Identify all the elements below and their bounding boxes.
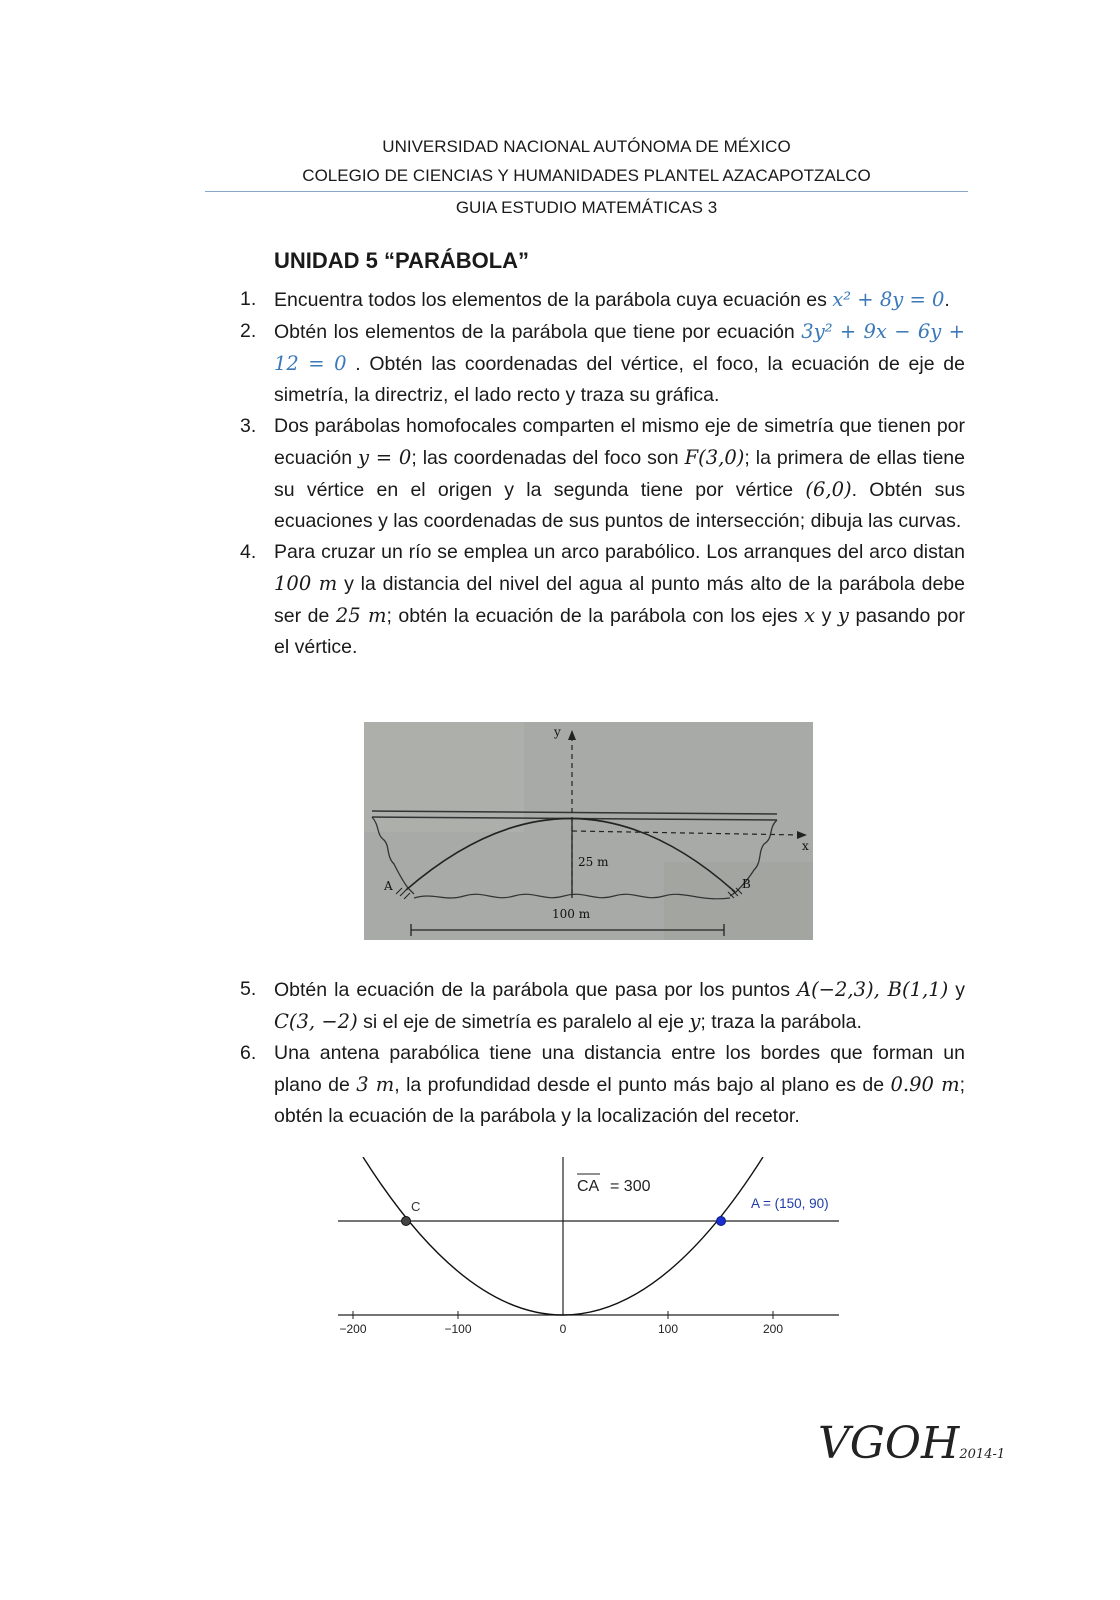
problem-text: Dos parábolas homofocales comparten el mismo eje de simetría que tienen por ecuación y = 0; las coordenadas del foco son F(3,0); la primera de ellas tiene su vértice en el origen y la segunda tiene por vértice (6,0). Obtén sus ecuaciones y las coordenadas de sus puntos de intersección; dibuja las curvas. bbox=[274, 415, 965, 532]
tick-label: 200 bbox=[762, 1322, 784, 1336]
problem-text: Encuentra todos los elementos de la parábola cuya ecuación es x² + 8y = 0. bbox=[274, 288, 950, 311]
problem-list bbox=[240, 284, 965, 663]
height-label: 25 m bbox=[578, 855, 609, 869]
problem-number: 4. bbox=[240, 541, 257, 563]
author-signature bbox=[818, 1418, 1005, 1469]
signature-initials: VGOH bbox=[818, 1418, 960, 1469]
segment-value: = 300 bbox=[610, 1178, 651, 1195]
tick-label: 100 bbox=[657, 1322, 679, 1336]
problem-number: 1. bbox=[240, 288, 257, 310]
problem-text: Obtén la ecuación de la parábola que pasa por los puntos A(−2,3), B(1,1) y C(3, −2) si el eje de simetría es paralelo al eje y; traza la parábola. bbox=[274, 978, 965, 1033]
segment-label: CA bbox=[577, 1178, 600, 1195]
problem-number: 3. bbox=[240, 415, 257, 437]
point-a-label: A bbox=[384, 879, 393, 893]
problem-list-continued bbox=[240, 974, 965, 1132]
tick-label: −200 bbox=[339, 1322, 367, 1336]
point-c-label: C bbox=[411, 1199, 421, 1214]
point-a bbox=[717, 1217, 726, 1226]
point-c bbox=[402, 1217, 411, 1226]
equation: x² + 8y = 0 bbox=[832, 288, 945, 311]
college-name: COLEGIO DE CIENCIAS Y HUMANIDADES PLANTEL AZACAPOTZALCO bbox=[302, 166, 871, 185]
bridge-arch-svg bbox=[364, 722, 813, 940]
problem-number: 2. bbox=[240, 320, 257, 342]
antenna-graph-svg bbox=[336, 1157, 841, 1342]
span-label: 100 m bbox=[552, 907, 591, 921]
problem-4 bbox=[240, 537, 965, 663]
problem-text: Una antena parabólica tiene una distancia entre los bordes que forman un plano de 3 m, la profundidad desde el punto más bajo al plano es de 0.90 m; obtén la ecuación de la parábola y la localización del recetor. bbox=[274, 1042, 965, 1127]
x-axis-label: x bbox=[802, 839, 809, 853]
bridge-arch-figure bbox=[364, 722, 813, 940]
photo-shade-2 bbox=[664, 862, 813, 940]
tick-label: 0 bbox=[559, 1322, 567, 1336]
point-b-label: B bbox=[742, 877, 751, 891]
problem-3 bbox=[240, 411, 965, 537]
photo-shade bbox=[364, 722, 524, 832]
university-name: UNIVERSIDAD NACIONAL AUTÓNOMA DE MÉXICO bbox=[382, 137, 791, 156]
problem-text: Obtén los elementos de la parábola que tiene por ecuación 3y² + 9x − 6y + 12 = 0 . Obtén las coordenadas del vértice, el foco, la ecuación de eje de simetría, la directriz, el lado recto y traza su gráfica. bbox=[274, 320, 965, 406]
equation: 3y² + 9x − 6y + 12 = 0 bbox=[274, 320, 965, 375]
problem-2 bbox=[240, 316, 965, 411]
signature-year: 2014-1 bbox=[959, 1447, 1006, 1462]
problem-5 bbox=[240, 974, 965, 1038]
guide-title: GUIA ESTUDIO MATEMÁTICAS 3 bbox=[455, 198, 718, 217]
document-header bbox=[205, 132, 968, 190]
problem-1 bbox=[240, 284, 965, 316]
header-divider bbox=[205, 191, 968, 192]
unit-title: UNIDAD 5 “PARÁBOLA” bbox=[274, 248, 530, 273]
problem-number: 5. bbox=[240, 978, 257, 1000]
point-a-label: A = (150, 90) bbox=[751, 1196, 829, 1211]
antenna-parabola-graph bbox=[336, 1157, 841, 1342]
problem-text: Para cruzar un río se emplea un arco parabólico. Los arranques del arco distan 100 m y la distancia del nivel del agua al punto más alto de la parábola debe ser de 25 m; obtén la ecuación de la parábola con los ejes x y y pasando por el vértice. bbox=[274, 541, 965, 658]
problem-number: 6. bbox=[240, 1042, 257, 1064]
y-axis-label: y bbox=[554, 725, 561, 739]
tick-label: −100 bbox=[444, 1322, 472, 1336]
problem-6 bbox=[240, 1038, 965, 1132]
